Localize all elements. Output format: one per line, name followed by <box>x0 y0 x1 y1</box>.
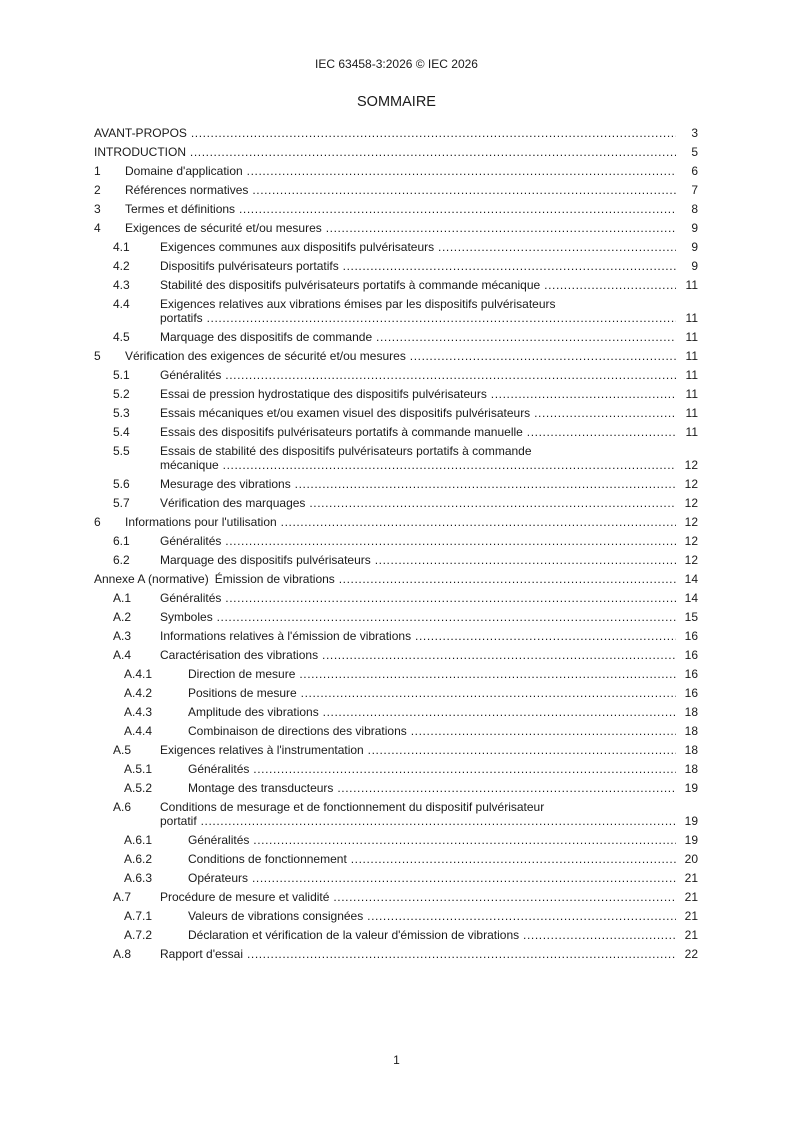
toc-entry-title <box>160 259 676 273</box>
toc-entry-page: 19 <box>676 814 698 828</box>
toc-entry-page: 19 <box>676 781 698 795</box>
toc-entry-title <box>160 800 676 828</box>
toc-entry[interactable] <box>94 781 698 795</box>
toc-entry-page: 16 <box>676 629 698 643</box>
toc-entry-title-line: portatifs ..... <box>160 311 676 325</box>
toc-entry-title-line: Combinaison de directions des vibrations ..... <box>188 724 676 738</box>
toc-entry-number: 6.1 <box>113 534 130 548</box>
toc-entry-title <box>125 164 676 178</box>
toc-entry-title-line: Stabilité des dispositifs pulvérisateurs portatifs à commande mécanique ..... <box>160 278 676 292</box>
toc-entry[interactable] <box>94 477 698 491</box>
toc-entry-number: 4 <box>94 221 101 235</box>
toc-entry-title-line: Marquage des dispositifs pulvérisateurs ..... <box>160 553 676 567</box>
toc-entry-title <box>188 667 676 681</box>
toc-entry-title-line: mécanique ..... <box>160 458 676 472</box>
toc-entry-page: 19 <box>676 833 698 847</box>
toc-entry-page: 12 <box>676 458 698 472</box>
toc-entry-title <box>160 496 676 510</box>
toc-entry-number: 5.5 <box>113 444 130 458</box>
toc-entry-title-line: Conditions de mesurage et de fonctionnement du dispositif pulvérisateur <box>160 800 545 814</box>
toc-entry[interactable] <box>94 572 698 586</box>
toc-entry-page: 3 <box>676 126 698 140</box>
toc-entry-title <box>160 297 676 325</box>
toc-entry-title <box>188 909 676 923</box>
toc-entry-title-line: Termes et définitions ..... <box>125 202 676 216</box>
toc-entry-title-line: Émission de vibrations ..... <box>215 572 676 586</box>
toc-entry-title-line: Informations relatives à l'émission de vibrations ..... <box>160 629 676 643</box>
toc-entry-title-line: Rapport d'essai ..... <box>160 947 676 961</box>
toc-entry-page: 8 <box>676 202 698 216</box>
toc-entry-title <box>188 724 676 738</box>
toc-entry[interactable] <box>94 743 698 757</box>
toc-entry-title <box>160 648 676 662</box>
toc-entry-title <box>160 947 676 961</box>
toc-entry-title <box>94 126 676 140</box>
toc-entry[interactable] <box>94 629 698 643</box>
toc-entry-page: 11 <box>676 425 698 439</box>
toc-entry-number: 4.1 <box>113 240 130 254</box>
toc-entry[interactable] <box>94 278 698 292</box>
toc-entry-title-line: Exigences de sécurité et/ou mesures ..... <box>125 221 676 235</box>
toc-entry-number: 5.4 <box>113 425 130 439</box>
toc-entry-title-line: Conditions de fonctionnement ..... <box>188 852 676 866</box>
toc-entry-number: 4.3 <box>113 278 130 292</box>
toc-entry-title <box>188 852 676 866</box>
toc-entry[interactable] <box>94 240 698 254</box>
toc-entry-page: 11 <box>676 278 698 292</box>
toc-entry-title-line: Généralités ..... <box>188 833 676 847</box>
toc-title: SOMMAIRE <box>357 94 436 110</box>
toc-entry-title <box>160 890 676 904</box>
toc-entry-number: A.2 <box>113 610 132 624</box>
toc-entry-title <box>188 686 676 700</box>
toc-entry-page: 9 <box>676 221 698 235</box>
toc-entry-title-line: AVANT-PROPOS ..... <box>94 126 676 140</box>
toc-entry-title <box>94 145 676 159</box>
toc-entry-page: 5 <box>676 145 698 159</box>
toc-entry[interactable] <box>94 202 698 216</box>
toc-entry-page: 12 <box>676 496 698 510</box>
toc-entry-number: 4.5 <box>113 330 130 344</box>
toc-entry-title <box>125 221 676 235</box>
toc-entry-number: 4.4 <box>113 297 130 311</box>
toc-entry-number: 5.1 <box>113 368 130 382</box>
toc-entry-page: 18 <box>676 762 698 776</box>
toc-entry-number: A.4.3 <box>124 705 153 719</box>
toc-entry-title <box>188 781 676 795</box>
toc-entry-title-line: Mesurage des vibrations ..... <box>160 477 676 491</box>
toc-entry-page: 7 <box>676 183 698 197</box>
document-header: IEC 63458-3:2026 © IEC 2026 <box>315 57 478 71</box>
toc-entry-number: 1 <box>94 164 101 178</box>
toc-entry-number: A.6 <box>113 800 132 814</box>
toc-entry-page: 15 <box>676 610 698 624</box>
toc-entry-number: 6.2 <box>113 553 130 567</box>
page-number: 1 <box>393 1053 400 1067</box>
toc-entry-number: A.5 <box>113 743 132 757</box>
toc-entry[interactable] <box>94 909 698 923</box>
toc-entry-title-line: portatif ..... <box>160 814 676 828</box>
toc-entry-title <box>160 610 676 624</box>
toc-entry-title <box>160 330 676 344</box>
toc-entry[interactable] <box>94 852 698 866</box>
toc-entry[interactable] <box>94 259 698 273</box>
toc-entry-title-line: Amplitude des vibrations ..... <box>188 705 676 719</box>
toc-entry-number: A.5.2 <box>124 781 153 795</box>
toc-entry[interactable] <box>94 496 698 510</box>
table-of-contents <box>94 126 698 966</box>
toc-entry-number: A.7 <box>113 890 132 904</box>
toc-entry[interactable] <box>94 800 698 828</box>
toc-entry-title <box>160 368 676 382</box>
toc-entry[interactable] <box>94 297 698 325</box>
toc-entry-title-line: Généralités ..... <box>188 762 676 776</box>
toc-entry-page: 9 <box>676 240 698 254</box>
toc-entry-title <box>160 425 676 439</box>
toc-entry-page: 20 <box>676 852 698 866</box>
toc-entry-title-line: Exigences relatives à l'instrumentation ..... <box>160 743 676 757</box>
toc-entry-number: A.8 <box>113 947 132 961</box>
toc-entry-number: 5.2 <box>113 387 130 401</box>
toc-entry-title-line: Déclaration et vérification de la valeur d'émission de vibrations ..... <box>188 928 676 942</box>
toc-entry-page: 11 <box>676 406 698 420</box>
toc-entry[interactable] <box>94 890 698 904</box>
toc-entry-title-line: Positions de mesure ..... <box>188 686 676 700</box>
toc-entry[interactable] <box>94 164 698 178</box>
toc-entry-title-line: Généralités ..... <box>160 368 676 382</box>
toc-entry-title <box>188 833 676 847</box>
toc-entry[interactable] <box>94 425 698 439</box>
toc-entry-number: A.6.1 <box>124 833 153 847</box>
toc-entry-title-line: Montage des transducteurs ..... <box>188 781 676 795</box>
toc-entry-page: 12 <box>676 477 698 491</box>
toc-entry[interactable] <box>94 221 698 235</box>
toc-entry-title-line: Opérateurs ..... <box>188 871 676 885</box>
toc-entry[interactable] <box>94 349 698 363</box>
toc-entry[interactable] <box>94 686 698 700</box>
toc-entry-title <box>188 705 676 719</box>
toc-entry-page: 11 <box>676 349 698 363</box>
toc-entry-title-line: Marquage des dispositifs de commande ..... <box>160 330 676 344</box>
toc-entry-number: A.6.3 <box>124 871 153 885</box>
toc-entry[interactable] <box>94 762 698 776</box>
toc-entry-title-line: Essais mécaniques et/ou examen visuel des dispositifs pulvérisateurs ..... <box>160 406 676 420</box>
toc-entry[interactable] <box>94 705 698 719</box>
toc-entry-page: 11 <box>676 387 698 401</box>
toc-entry-number: A.4 <box>113 648 132 662</box>
toc-entry-title <box>160 591 676 605</box>
toc-entry-page: 16 <box>676 648 698 662</box>
toc-entry[interactable] <box>94 947 698 961</box>
toc-entry-title-line: Vérification des marquages ..... <box>160 496 676 510</box>
toc-entry-page: 21 <box>676 890 698 904</box>
toc-entry-number: 5.6 <box>113 477 130 491</box>
toc-entry-title-line: Symboles ..... <box>160 610 676 624</box>
toc-entry-title-line: Généralités ..... <box>160 591 676 605</box>
toc-entry-title-line: INTRODUCTION ..... <box>94 145 676 159</box>
toc-entry[interactable] <box>94 610 698 624</box>
toc-entry[interactable] <box>94 648 698 662</box>
toc-entry-page: 21 <box>676 909 698 923</box>
toc-entry[interactable] <box>94 126 698 140</box>
toc-entry-number: A.3 <box>113 629 132 643</box>
toc-entry-title <box>160 278 676 292</box>
toc-entry-page: 12 <box>676 515 698 529</box>
toc-entry-number: 5.7 <box>113 496 130 510</box>
toc-entry-number: 5 <box>94 349 101 363</box>
toc-entry-page: 18 <box>676 724 698 738</box>
toc-entry-page: 18 <box>676 705 698 719</box>
toc-entry[interactable] <box>94 406 698 420</box>
toc-entry-title-line: Essai de pression hydrostatique des dispositifs pulvérisateurs ..... <box>160 387 676 401</box>
toc-entry-title <box>125 349 676 363</box>
toc-entry-title-line: Caractérisation des vibrations ..... <box>160 648 676 662</box>
toc-entry-title <box>188 928 676 942</box>
toc-entry-title <box>160 444 676 472</box>
toc-entry-title-line: Essais des dispositifs pulvérisateurs portatifs à commande manuelle ..... <box>160 425 676 439</box>
toc-entry-title-line: Généralités ..... <box>160 534 676 548</box>
toc-entry-number: A.7.2 <box>124 928 153 942</box>
toc-entry-page: 21 <box>676 928 698 942</box>
toc-entry[interactable] <box>94 183 698 197</box>
toc-entry-page: 16 <box>676 667 698 681</box>
toc-entry-page: 11 <box>676 330 698 344</box>
toc-entry-page: 21 <box>676 871 698 885</box>
toc-entry-title-line: Valeurs de vibrations consignées ..... <box>188 909 676 923</box>
toc-entry-title-line: Exigences relatives aux vibrations émises par les dispositifs pulvérisateurs <box>160 297 556 311</box>
toc-entry-page: 18 <box>676 743 698 757</box>
toc-entry-title <box>125 515 676 529</box>
toc-entry[interactable] <box>94 444 698 472</box>
toc-entry-number: 4.2 <box>113 259 130 273</box>
toc-entry-number: Annexe A (normative) <box>94 572 209 586</box>
toc-entry-title <box>160 240 676 254</box>
toc-entry-title <box>160 629 676 643</box>
toc-entry-number: A.4.1 <box>124 667 153 681</box>
toc-entry-title <box>160 553 676 567</box>
toc-entry-title-line: Dispositifs pulvérisateurs portatifs ..... <box>160 259 676 273</box>
toc-entry-page: 11 <box>676 368 698 382</box>
toc-entry[interactable] <box>94 330 698 344</box>
toc-entry[interactable] <box>94 145 698 159</box>
toc-entry-title-line: Vérification des exigences de sécurité et/ou mesures ..... <box>125 349 676 363</box>
toc-entry[interactable] <box>94 534 698 548</box>
toc-entry-page: 9 <box>676 259 698 273</box>
toc-entry-number: A.4.4 <box>124 724 153 738</box>
toc-entry-title <box>160 477 676 491</box>
toc-entry-title <box>125 183 676 197</box>
toc-entry-title <box>188 762 676 776</box>
toc-entry-title-line: Références normatives ..... <box>125 183 676 197</box>
toc-entry-title <box>160 534 676 548</box>
toc-entry-number: A.5.1 <box>124 762 153 776</box>
toc-entry-number: 3 <box>94 202 101 216</box>
toc-entry-number: 2 <box>94 183 101 197</box>
toc-entry-title-line: Procédure de mesure et validité ..... <box>160 890 676 904</box>
toc-entry-page: 6 <box>676 164 698 178</box>
toc-entry-number: A.1 <box>113 591 132 605</box>
toc-entry[interactable] <box>94 724 698 738</box>
toc-entry-title <box>125 202 676 216</box>
toc-entry[interactable] <box>94 833 698 847</box>
toc-entry-page: 12 <box>676 534 698 548</box>
toc-entry-page: 22 <box>676 947 698 961</box>
toc-entry-number: A.4.2 <box>124 686 153 700</box>
toc-entry-title-line: Essais de stabilité des dispositifs pulvérisateurs portatifs à commande <box>160 444 532 458</box>
toc-entry-page: 16 <box>676 686 698 700</box>
toc-entry-page: 14 <box>676 572 698 586</box>
toc-entry-title <box>160 387 676 401</box>
toc-entry-title-line: Informations pour l'utilisation ..... <box>125 515 676 529</box>
toc-entry[interactable] <box>94 368 698 382</box>
toc-entry-number: 5.3 <box>113 406 130 420</box>
toc-entry[interactable] <box>94 871 698 885</box>
toc-entry[interactable] <box>94 553 698 567</box>
toc-entry-title <box>160 743 676 757</box>
toc-entry[interactable] <box>94 591 698 605</box>
toc-entry[interactable] <box>94 515 698 529</box>
toc-entry-title-line: Exigences communes aux dispositifs pulvérisateurs ..... <box>160 240 676 254</box>
toc-entry-number: A.7.1 <box>124 909 153 923</box>
toc-entry-title-line: Direction de mesure ..... <box>188 667 676 681</box>
toc-entry[interactable] <box>94 387 698 401</box>
toc-entry-page: 14 <box>676 591 698 605</box>
toc-entry-title <box>188 871 676 885</box>
toc-entry-title <box>160 406 676 420</box>
toc-entry[interactable] <box>94 928 698 942</box>
toc-entry[interactable] <box>94 667 698 681</box>
toc-entry-page: 11 <box>676 311 698 325</box>
toc-entry-title-line: Domaine d'application ..... <box>125 164 676 178</box>
toc-entry-title <box>215 572 676 586</box>
toc-entry-number: 6 <box>94 515 101 529</box>
toc-entry-number: A.6.2 <box>124 852 153 866</box>
toc-entry-page: 12 <box>676 553 698 567</box>
